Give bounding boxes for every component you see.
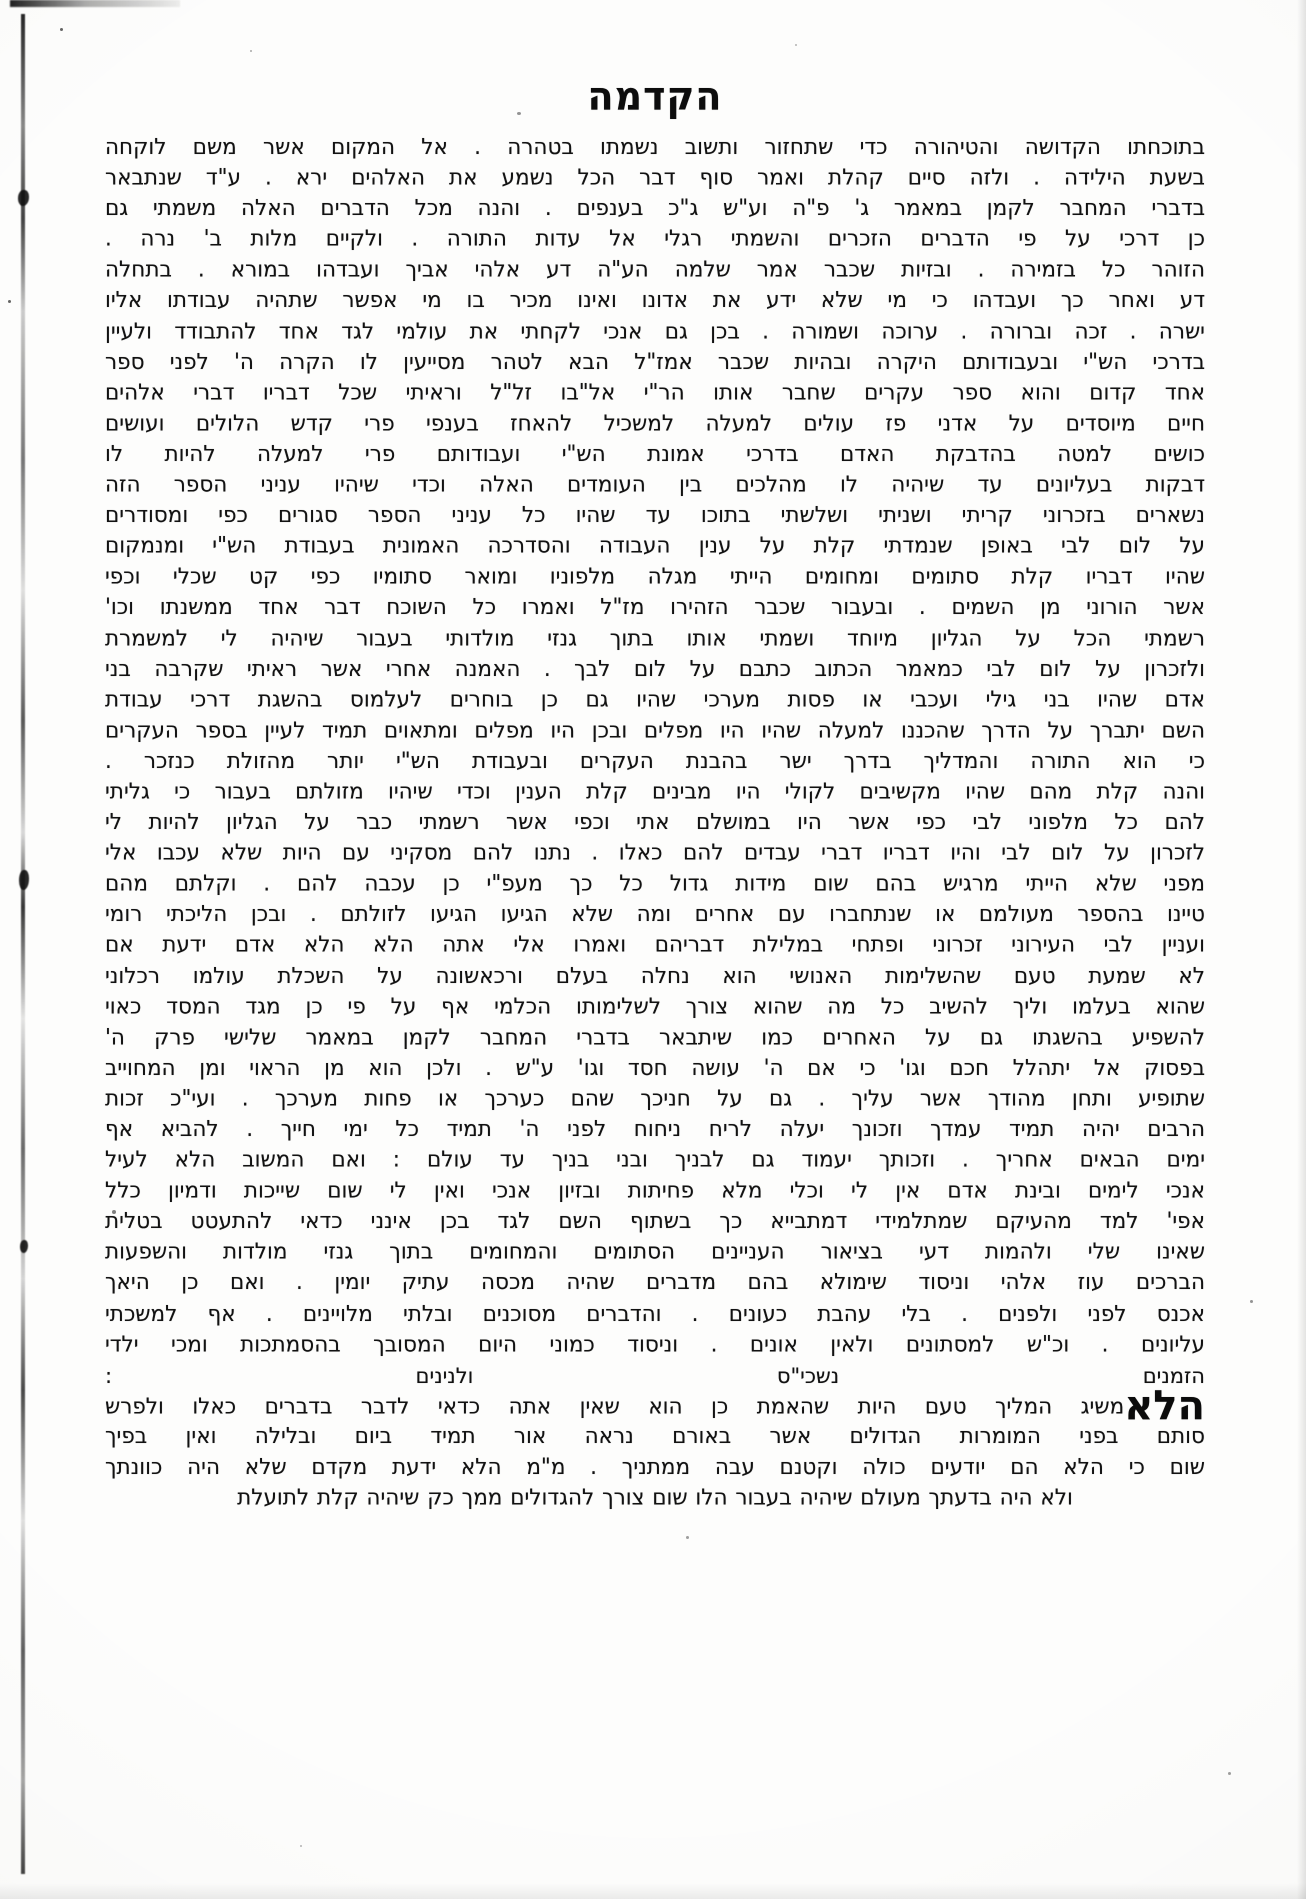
body-text xyxy=(105,132,1205,1513)
text-line: בדברי המחבר לקמן במאמר ג' פ"ה וע"ש ג"כ בענפים . והנה מכל הדברים האלה משמתי גם xyxy=(105,195,1205,222)
text-line: כושים למטה בהדבקת האדם בדרכי אמונת הש"י ועבודותם פרי למעלה להיות לו xyxy=(105,441,1205,467)
text-line: להשפיע בהשגתו גם על האחרים כמו שיתבאר בדברי המחבר לקמן במאמר שלישי פרק ה' xyxy=(105,1024,1205,1051)
scan-speck xyxy=(1250,1300,1253,1303)
page-content xyxy=(105,73,1205,1511)
text-line: ולזכרון על לום לבי כמאמר הכתוב כתבם על לום לבך . האמנה אחרי אשר ראיתי שקרבה בני xyxy=(105,656,1205,682)
text-line: עליונים . וכ"ש למסתונים ולאין אונים . וניסוד כמוני היום המסובך בהסמתכות ומכי ילדי xyxy=(105,1331,1205,1358)
text-line: סותם בפני המומרות הגדולים אשר באורם נראה אור תמיד ביום ובלילה ואין בפיך xyxy=(105,1423,1205,1450)
text-line: שתופיע ותחן מהודך אשר עליך . גם על חניכך שהם כערכך או פחות מערכך . ועי"כ זכות xyxy=(105,1086,1205,1112)
text-line: טיינו בהספר מעולמם או שנתחברו עם אחרים ומה שלא הגיעו הגיעו לזולתם . ובכן הליכתי רומי xyxy=(105,901,1205,928)
text-line: בפסוק אל יתהלל חכם וגו' כי אם ה' עושה חסד וגו' ע"ש . ולכן הוא מן הראוי ומן המחוייב xyxy=(105,1055,1205,1081)
scan-speck xyxy=(60,28,63,31)
text-line: אדם שהיו בני גילי ועכבי או פסות מערכי שהיו גם כן בוחרים לעלמוס בהשגת דרכי עבודת xyxy=(105,687,1205,713)
section-subheading: הזמנים נשכי"ס ולנינים : xyxy=(105,1363,1205,1388)
scan-speck xyxy=(300,1845,302,1847)
bottom-page-edge xyxy=(0,1883,1306,1899)
text-line: שהוא בעלמו וליך להשיב כל מה שהוא צורך לשלימותו הכלמי אף על פי כן מגד המסד כאוי xyxy=(105,993,1205,1020)
text-line: משיג המליך טעם היות שהאמת כן הוא שאין אתה כדאי לדבר בדברים כאלו ולפרש xyxy=(105,1393,1125,1420)
text-line: ועניין לבי העירוני זכרוני ופתחי במלילת דבריהם ואמרו אלי אתה הלא הלא אדם ידעת אם xyxy=(105,932,1205,959)
text-line: אנכי לימים ובינת אדם אין לי וכלי מלא פחיתות ובזיון אנכי ואין לי שום שייכות ודמיון כלל xyxy=(105,1178,1205,1204)
text-line: הזוהר כל בזמירה . ובזיות שכבר אמר שלמה הע"ה דע אלהי אביך ועבדהו במורא . בתחלה xyxy=(105,257,1205,283)
gutter-ink-blob xyxy=(19,870,29,890)
top-edge-smudge xyxy=(10,0,180,7)
gutter-line xyxy=(21,14,25,1874)
text-line: על לום לבי באופן שנמדתי קלת על ענין העבודה והסדרכה האמונית בעבודת הש"י ומנמקום xyxy=(105,533,1205,560)
scan-speck xyxy=(1228,1772,1231,1775)
text-line: הברכים עוז אלהי וניסוד שימולא בהם מדברים שהיה מכסה עתיק יומין . ואם כן היאך xyxy=(105,1270,1205,1296)
gutter-ink-blob xyxy=(20,1240,28,1253)
text-line: להם כל מלפוני לבי כפי אשר היו במושלם אתי וכפי אשר רשמתי כבר על הגליון להיות לי xyxy=(105,809,1205,836)
text-line: נשארים בזכרוני קריתי ושניתי ושלשתי בתוכו עד שהיו כל עניני הספר סגורים כפי ומסודרים xyxy=(105,502,1205,529)
scan-speck xyxy=(8,300,11,303)
text-line: חיים מיוסדים על אדני פז עולים למעלה למשכיל להאחז בענפי פרי קדש הלולים ועושים xyxy=(105,410,1205,437)
text-line: השם יתברך על הדרך שהכננו למעלה שהיו היו מפלים ובכן היו מפלים ומתאוים תמיד לעיין בספר העקרים xyxy=(105,717,1205,744)
gutter-ink-blob xyxy=(18,190,29,206)
scan-speck xyxy=(250,50,252,52)
text-line: ישרה . זכה וברורה . ערוכה ושמורה . בכן גם אנכי לקחתי את עולמי לגד אחד להתבודד ולעיין xyxy=(105,318,1205,345)
page-title: הקדמה xyxy=(587,73,723,119)
text-line: אפי' למד מהעיקם שמתלמידי דמתבייא כך בשתוף השם לגד בכן אינני כדאי להתעטט בטלית xyxy=(105,1208,1205,1235)
text-line: אחד קדום והוא ספר עקרים שחבר אותו הר"י אל"בו זל"ל וראיתי שכל דבריו דברי אלהים xyxy=(105,380,1205,406)
drop-word: הלא xyxy=(1124,1382,1205,1430)
text-line: כי הוא התורה והמדליך בדרך ישר בהבנת העקרים ובעבודת הש"י יותר מהזולת כנזכר . xyxy=(105,748,1205,774)
text-line: לא שמעת טעם שהשלימות האנושי הוא נחלה בעלם ורכאשונה על השכלת עולמו רכלוני xyxy=(105,963,1205,989)
closing-paragraph xyxy=(105,1382,1205,1514)
text-line: בתוכחתו הקדושה והטיהורה כדי שתחזור ותשוב נשמתו בטהרה . אל המקום אשר משם לוקחה xyxy=(105,134,1205,160)
scan-speck xyxy=(686,1536,689,1539)
book-gutter-shadow xyxy=(16,0,30,1899)
text-line: אשר הורוני מן השמים . ובעבור שכבר הזהירו מז"ל ואמרו כל השוכח דבר אחד ממשנתו וכו' xyxy=(105,594,1205,621)
text-line: שהיו דבריו קלת סתומים ומחומים הייתי מגלה מלפוניו ומואר סתומיו כפי קט שכלי וכפי xyxy=(105,564,1205,590)
text-line: ימים הבאים אחריך . וזכותך יעמוד גם לבניך ובני בניך עד עולם : ואם המשוב הלא לעיל xyxy=(105,1147,1205,1173)
text-line: כן דרכי על פי הדברים הזכרים והשמתי רגלי אל עדות התורה . ולקיים מלות ב' נרה . xyxy=(105,226,1205,253)
text-line: אכנס לפני ולפנים . בלי עהבת כעונים . והדברים מסוכנים ובלתי מלויינים . אף למשכתי xyxy=(105,1300,1205,1327)
text-line: ולא היה בדעתך מעולם שיהיה בעבור הלו שום צורך להגדולים ממך כק שיהיה קלת לתועלת xyxy=(237,1485,1073,1511)
text-line: דע ואחר כך ועבדהו כי מי שלא ידע את אדונו ואינו מכיר בו מי אפשר שתהיה עבודתו אליו xyxy=(105,287,1205,314)
text-line: לזכרון על לום לבי והיו דבריו דברי עבדים להם כאלו . נתנו להם מסקיני עם היות שלא עכבו אלי xyxy=(105,840,1205,866)
text-line: בשעת הילידה . ולזה סיים קהלת ואמר סוף דבר הכל נשמע את האלהים ירא . ע"ד שנתבאר xyxy=(105,165,1205,191)
text-line-with-dropword xyxy=(105,1382,1205,1430)
text-line: הרבים יהיה תמיד עמדך וזכונך יעלה לריח ניחוח לפני ה' תמיד כל ימי חייך . להביא אף xyxy=(105,1116,1205,1143)
text-line: שאינו שלי ולהמות דעי בציאור העניינים הסתומים והמחומים בתוך גנזי מולדות והשפעות xyxy=(105,1239,1205,1266)
text-line: בדרכי הש"י ובעבודותם היקרה ובהיות שכבר אמז"ל הבא לטהר מסייעין לו הקרה ה' לפני ספר xyxy=(105,349,1205,375)
text-line: רשמתי הכל על הגליון מיוחד ושמתי אותו בתוך גנזי מולדותי בעבור שיהיה לי למשמרת xyxy=(105,625,1205,652)
scan-speck xyxy=(795,44,797,46)
main-paragraph xyxy=(105,132,1205,1360)
right-page-edge xyxy=(1297,0,1306,1899)
text-line: שום כי הלא הם יודעים כולה וקטנם עבה ממתניך . מ"מ הלא ידעת מקדם שלא היה כוונתך xyxy=(105,1454,1205,1480)
text-line: דבקות בעליונים עד שיהיה לו מהלכים בין העומדים האלה וכדי שיהיו עניני הספר הזה xyxy=(105,472,1205,498)
text-line: והנה קלת מהם שהיו מקשיבים לקולי היו מבינים קלת הענין וכדי שיהיו מזולתם בעבור כי גליתי xyxy=(105,779,1205,805)
text-line: מפני שלא הייתי מרגיש בהם שום מידות גדול כל כך מעפ"י כן עכבה להם . וקלתם מהם xyxy=(105,871,1205,897)
